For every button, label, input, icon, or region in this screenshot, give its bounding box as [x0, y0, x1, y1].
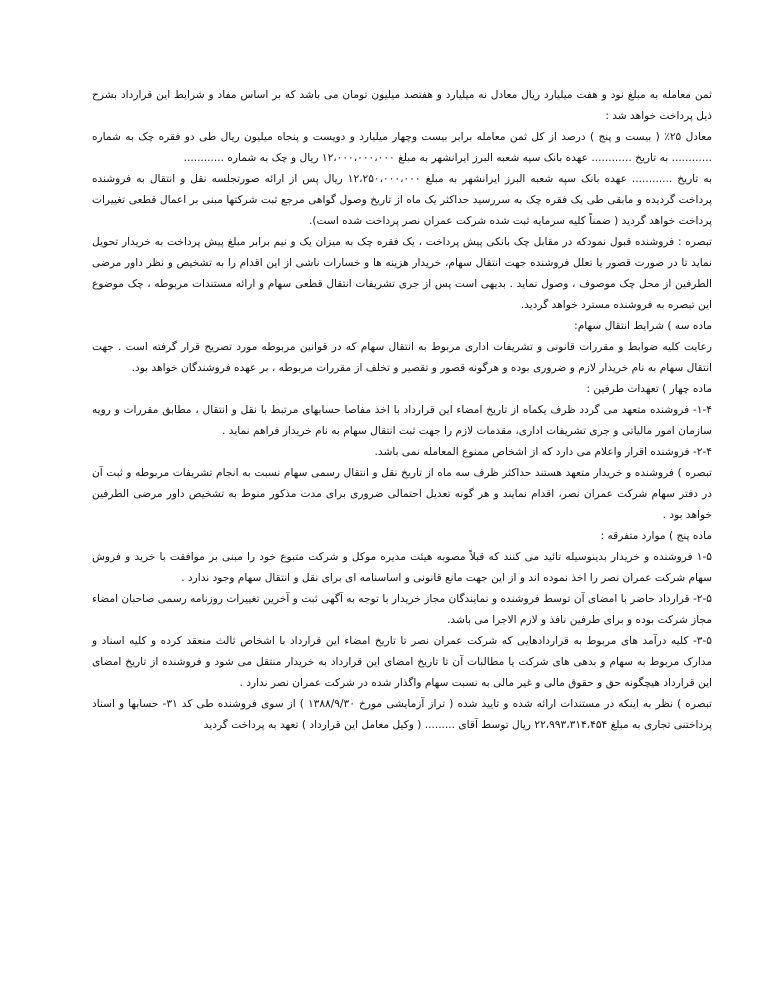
paragraph-note-prepayment: تبصره : فروشنده قبول نمودکه در مقابل چک بانکی پیش پرداخت ، یک فقره چک به میزان یک و نیم برابر مبلغ پیش پرداخت به خریدار تحویل نماید تا در صورت قصور یا تعلل فروشنده جهت انتقال سهام، خریدار هزینه ها و خسارات ناشی از این اقدام را به تشخیص و نظر داور مرضی الطرفین از محل چک موصوف ، وصول نماید . بدیهی است پس از جری تشریفات انتقال قطعی سهام و ارائه مستندات مربوطه ، چک موضوع این تبصره به فروشنده مسترد خواهد گردید. — [92, 236, 712, 311]
paragraph-second-payment: به تاریخ ............ عهده بانک سپه شعبه البرز ایرانشهر به مبلغ ۱۲،۲۵۰،۰۰۰،۰۰۰ ریال پس از ارائه صورتجلسه نقل و انتقال به فروشنده پرداخت گردیده و مابقی طی یک فقره چک به سررسید حداکثر یک ماه از تاریخ وصول گواهی مرجع ثبت شرکتها مبنی بر اعمال قطعی تغییرات پرداخت خواهد گردید ( ضمناً کلیه سرمایه ثبت شده شرکت عمران نصر پرداخت شده است). — [92, 173, 712, 227]
heading-article-four: ماده چهار ) تعهدات طرفین : — [586, 383, 712, 395]
heading-article-five: ماده پنج ) موارد متفرقه : — [600, 530, 712, 542]
paragraph-price-intro: ثمن معامله به مبلغ نود و هفت میلیارد ریال معادل نه میلیارد و هفتصد میلیون تومان می باشد که بر اساس مفاد و شرایط این قرارداد بشرح ذیل پرداخت خواهد شد : — [92, 89, 712, 122]
paragraph-clause-4-1: ۱-۴- فروشنده متعهد می گردد ظرف یکماه از تاریخ امضاء این قرارداد با اخذ مفاصا حسابهای مرتبط با نقل و انتقال ، مطابق مقررات و رویه سازمان امور مالیاتی و جری تشریفات اداری، مقدمات لازم را جهت ثبت انتقال سهام به نام خریدار فراهم نماید . — [92, 404, 712, 437]
paragraph-clause-4-2: ۲-۴- فروشنده اقرار واعلام می دارد که از اشخاص ممنوع المعامله نمی باشد. — [374, 446, 712, 458]
paragraph-note-payables: تبصره ) نظر به اینکه در مستندات ارائه شده و تایید شده ( تراز آزمایشی مورخ ۱۳۸۸/۹/۳۰ ) از سوی فروشنده طی کد ۳۱- حسابها و اسناد پرداختنی تجاری به مبلغ ۲۲،۹۹۳،۳۱۴،۴۵۴ ریال توسط آقای ......... ( وکیل معامل این قرارداد ) تعهد به پرداخت گردید — [92, 698, 712, 731]
paragraph-note-registration: تبصره ) فروشنده و خریدار متعهد هستند حداکثر ظرف سه ماه از تاریخ نقل و انتقال رسمی سهام نسبت به انجام تشریفات مربوطه و ثبت آن در دفتر سهام شرکت عمران نصر، اقدام نمایند و هر گونه تعدیل احتمالی ضروری برای مدت مذکور منوط به تشخیص داور مرضی الطرفین خواهد بود . — [92, 467, 712, 521]
paragraph-clause-5-3: ۳-۵- کلیه درآمد های مربوط به قراردادهایی که شرکت عمران نصر تا تاریخ امضاء این قرارداد با اشخاص ثالث منعقد کرده و کلیه اسناد و مدارک مربوط به سهام و بدهی های شرکت یا مطالبات آن تا تاریخ امضای این قرارداد به خریدار منتقل می شود و فروشنده از تاریخ امضای این قرارداد هیچگونه حق و حقوق مالی و غیر مالی به نسبت سهام واگذار شده در شرکت عمران نصر ندارد . — [92, 635, 712, 689]
paragraph-transfer-conditions: رعایت کلیه ضوابط و مقررات قانونی و تشریفات اداری مربوط به انتقال سهام که در قوانین مربوطه مورد تصریح قرار گرفته است . جهت انتقال سهام به نام خریدار لازم و ضروری بوده و هرگونه قصور و تقصیر و تخلف از مقررات مربوطه ، بر عهده فروشندگان خواهد بود. — [92, 341, 712, 374]
paragraph-first-payment: معادل ۲۵٪ ( بیست و پنج ) درصد از کل ثمن معامله برابر بیست وچهار میلیارد و دویست و پنجاه میلیون ریال طی دو فقره چک به شماره ............ به تاریخ ............ عهده بانک سپه شعبه البرز ایرانشهر به مبلغ ۱۲،۰۰۰،۰۰۰،۰۰۰ ریال و چک به شماره ............ — [92, 131, 713, 164]
paragraph-clause-5-2: ۲-۵- قرارداد حاضر با امضای آن توسط فروشنده و نمایندگان مجاز خریدار با توجه به آگهی ثبت و آخرین تغییرات روزنامه رسمی صاحبان امضاء مجاز شرکت بوده و برای طرفین نافذ و لازم الاجرا می باشد. — [92, 593, 712, 626]
paragraph-clause-5-1: ۱-۵ فروشنده و خریدار بدینوسیله تائید می کنند که قبلاً مصوبه هیئت مدیره موکل و شرکت متبوع خود را مبنی بر موافقت با خرید و فروش سهام شرکت عمران نصر را اخذ نموده اند و از این جهت مانع قانونی و اساسنامه ای برای نقل و انتقال سهام وجود ندارد . — [92, 551, 712, 584]
document-body — [92, 85, 712, 736]
heading-article-three: ماده سه ) شرایط انتقال سهام: — [574, 320, 712, 332]
